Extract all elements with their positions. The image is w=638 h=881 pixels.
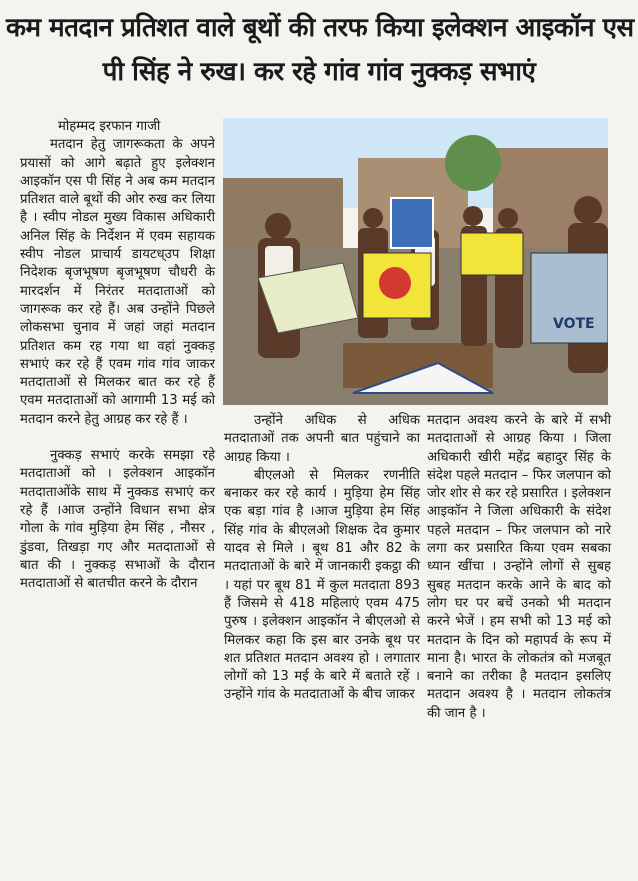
byline: मोहम्मद इरफान गाजी: [58, 119, 161, 134]
poster-red-mark: [379, 267, 411, 299]
column-1-paragraph-1: मतदान हेतु जागरूकता के अपने प्रयासों को आगे बढ़ाते हुए इलेक्शन आइकॉन एस पी सिंह ने अब कम मतदान प्रतिशत वाले बूथों की ओर रुख कर लिया है । स्वीप नोडल मुख्य विकास अधिकारी अनिल सिंह के निर्देशन में एवम सहायक स्वीप नोडल प्राचार्य डायटध्उप शिक्षा निदेशक बृजभूषण बृजभूषण चौधरी के मारदर्शन में निरंतर मतदाताओं को जागरूक कर रहे हैं। अब उन्होंने पिछले लोकसभा चुनाव में जहां जहां मतदान प्रतिशत कम रह गया था वहां नुक्कड़ सभाएं कर रहे हैं एवम गांव गांव जाकर मतदाताओं से मिलकर बात कर रहे हैं एवम मतदाताओं को आगामी 13 मई को मतदान करने हेतु आग्रह कर रहे हैं ।: [20, 137, 215, 427]
news-photo: [223, 118, 608, 405]
column-3-paragraph-1: मतदान अवश्य करने के बारे में सभी मतदाताओं से आग्रह किया । जिला अधिकारी खीरी महेंद्र बहादुर सिंह के संदेश पहले मतदान – फिर जलपान को जोर शोर से कर रहे प्रसारित । इलेक्शन आइकॉन ने जिला अधिकारी के संदेश पहले मतदान – फिर जलपान को नारे लगा कर प्रसारित किया एवम सबका ध्यान खींचा । उन्होंने लोगों से सुबह सुबह मतदान करके आने के बाद को लोग घर पर बचें उनको भी मतदान करने भेजें । हम सभी को 13 मई को मतदान के दिन को महापर्व के रूप में माना है। भारत के लोकतंत्र को मजबूत बनाने का तरीका है मतदान इसलिए मतदान अवश्य है । मतदान लोकतंत्र की जान है ।: [427, 413, 611, 721]
article-column-3: [427, 412, 611, 723]
tree: [445, 135, 501, 191]
headline: [6, 6, 632, 94]
column-1-paragraph-2: नुक्कड़ सभाएं करके समझा रहे मतदाताओं को । इलेक्शन आइकॉन मतदाताओंके साथ में नुक्कड सभाएं कर रहे हैं ।आज उन्होंने विधान सभा क्षेत्र गोला के गांव मुड़िया हेम सिंह , नौसर , डुंडवा, तिखड़ा गए और मतदाताओं से बात की । नुक्कड़ सभाओं के दौरान मतदाताओं से बातचीत करने के दौरान: [20, 448, 215, 592]
poster-yellow-right: [461, 233, 523, 275]
poster-blue: [391, 198, 433, 248]
article-column-1: [20, 118, 215, 593]
photo-illustration: [223, 118, 608, 405]
column-2-paragraph-1: उन्होंने अधिक से अधिक मतदाताओं तक अपनी बात पहुंचाने का आग्रह किया ।: [224, 413, 420, 465]
column-2-paragraph-2: बीएलओ से मिलकर रणनीति बनाकर कर रहे कार्य । मुड़िया हेम सिंह एक बड़ा गांव है ।आज मुड़िया हेम सिंह सिंह गांव के बीएलओ शिक्षक देव कुमार यादव से मिले । बूथ 81 और 82 के मतदाताओं के बारे में जानकारी इकट्ठा की । यहां पर बूथ 81 में कुल मतदाता 893 हैं जिसमे से 418 महिलाएं एवम 475 पुरुष । इलेक्शन आइकॉन ने बीएलओ से मिलकर कहा कि इस बार उनके बूथ पर शत प्रतिशत मतदान अवश्य हो । लगातार लोगों को 13 मई के बारे में बताते रहें ।उन्होंने गांव के मतदाताओं के बीच जाकर: [224, 467, 420, 703]
headline-line-1: कम मतदान प्रतिशत वाले बूथों की तरफ किया इलेक्शन आइकॉन एस: [6, 13, 634, 43]
article-column-2: [224, 412, 420, 705]
headline-line-2: पी सिंह ने रुख। कर रहे गांव गांव नुक्कड़ सभाएं: [102, 57, 536, 87]
poster-vote-text: VOTE: [553, 316, 595, 332]
